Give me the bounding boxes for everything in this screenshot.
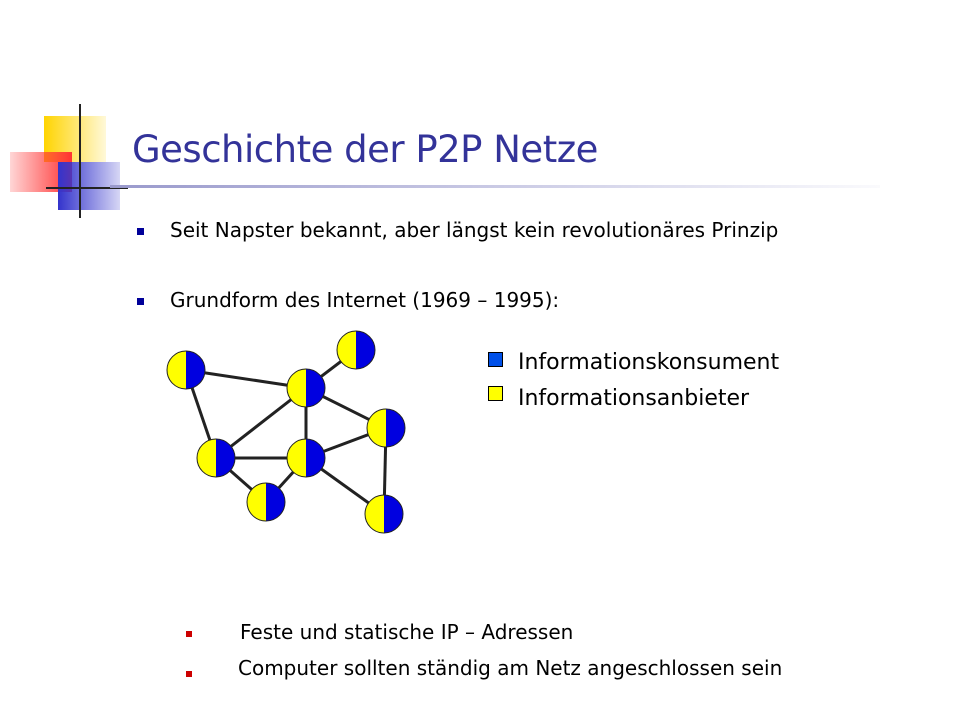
- network-node: [287, 439, 325, 477]
- bullet-marker: [186, 631, 192, 637]
- legend-swatch-yellow: [488, 386, 503, 401]
- legend-swatch-blue: [488, 352, 503, 367]
- bullet-text: Feste und statische IP – Adressen: [240, 620, 574, 644]
- network-node: [167, 351, 205, 389]
- corner-decoration: [0, 90, 140, 310]
- legend-label: Informationsanbieter: [518, 386, 750, 411]
- slide-title: Geschichte der P2P Netze: [132, 128, 598, 171]
- bullet-marker: [137, 228, 144, 235]
- network-nodes: [167, 331, 405, 533]
- network-node: [365, 495, 403, 533]
- bullet-text: Seit Napster bekannt, aber längst kein revolutionäres Prinzip: [170, 218, 779, 242]
- network-node: [367, 409, 405, 447]
- network-node: [247, 483, 285, 521]
- legend-label: Informationskonsument: [518, 350, 780, 375]
- network-diagram: [160, 328, 420, 548]
- bullet-text: Grundform des Internet (1969 – 1995):: [170, 288, 560, 312]
- network-node: [287, 369, 325, 407]
- network-node: [197, 439, 235, 477]
- bullet-marker: [186, 671, 192, 677]
- title-underline: [110, 184, 880, 190]
- bullet-marker: [137, 298, 144, 305]
- bullet-text: Computer sollten ständig am Netz angeschlossen sein: [238, 656, 783, 680]
- network-links: [186, 350, 386, 514]
- network-node: [337, 331, 375, 369]
